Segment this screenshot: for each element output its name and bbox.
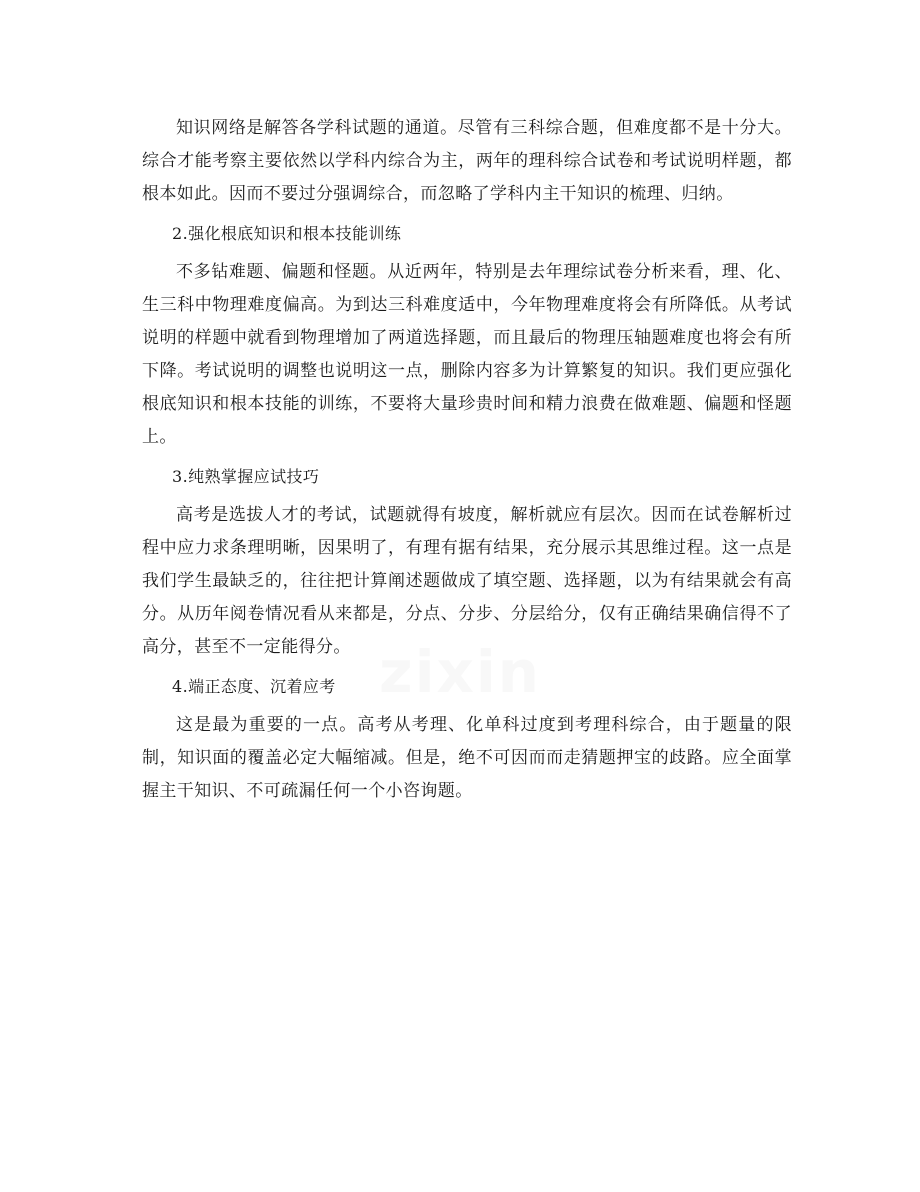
paragraph-avoid-hard-problems: 不多钻难题、偏题和怪题。从近两年，特别是去年理综试卷分析来看，理、化、生三科中物理难度偏高。为到达三科难度适中，今年物理难度将会有所降低。从考试说明的样题中就看到物理增加了两道选择题，而且最后的物理压轴题难度也将会有所下降。考试说明的调整也说明这一点，删除内容多为计算繁复的知识。我们更应强化根底知识和根本技能的训练，不要将大量珍贵时间和精力浪费在做难题、偏题和怪题上。 — [142, 262, 792, 447]
paragraph-attitude: 这是最为重要的一点。高考从考理、化单科过度到考理科综合，由于题量的限制，知识面的覆盖必定大幅缩减。但是，绝不可因而而走猜题押宝的歧路。应全面掌握主干知识、不可疏漏任何一个小咨询题。 — [142, 715, 792, 801]
watermark-logo: zixin — [378, 638, 542, 706]
heading-exam-skills: 3.纯熟掌握应试技巧 — [172, 467, 320, 486]
paragraph-exam-skills: 高考是选拔人才的考试，试题就得有坡度，解析就应有层次。因而在试卷解析过程中应力求条理明晰，因果明了，有理有据有结果，充分展示其思维过程。这一点是我们学生最缺乏的，往往把计算阐述题做成了填空题、选择题，以为有结果就会有高分。从历年阅卷情况看从来都是，分点、分步、分层给分，仅有正确结果确信得不了高分，甚至不一定能得分。 — [142, 505, 792, 657]
heading-basics-training: 2.强化根底知识和根本技能训练 — [172, 224, 402, 243]
paragraph-knowledge-network: 知识网络是解答各学科试题的通道。尽管有三科综合题，但难度都不是十分大。综合才能考察主要依然以学科内综合为主，两年的理科综合试卷和考试说明样题，都根本如此。因而不要过分强调综合，而忽略了学科内主干知识的梳理、归纳。 — [142, 118, 792, 204]
document-page — [142, 112, 792, 808]
heading-attitude: 4.端正态度、沉着应考 — [172, 677, 336, 696]
